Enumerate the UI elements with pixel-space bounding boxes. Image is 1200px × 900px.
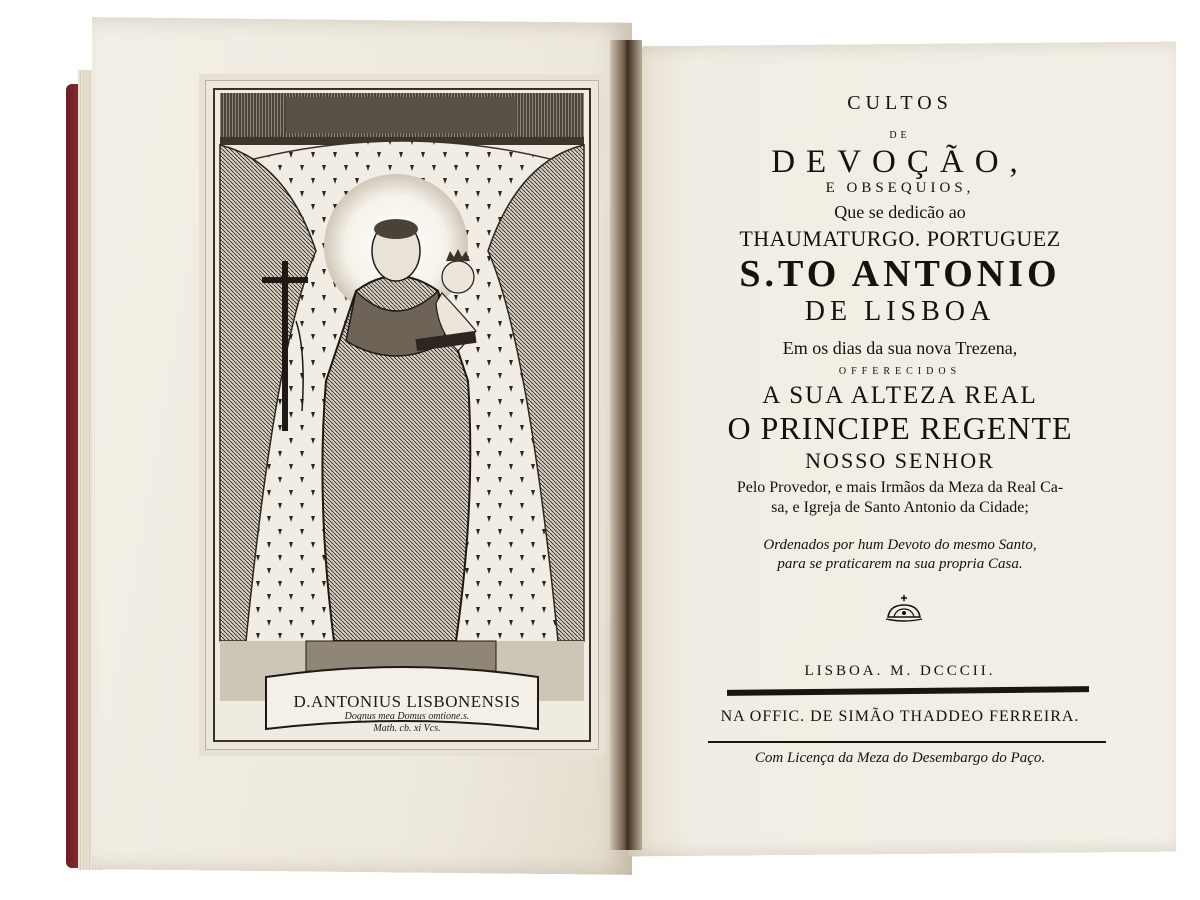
book-gutter	[610, 40, 642, 850]
engraved-frontispiece	[205, 80, 599, 750]
thin-rule	[708, 741, 1106, 743]
title-offerecidos: OFFERECIDOS	[838, 366, 962, 377]
imprint-place-date: LISBOA. M. DCCCII.	[804, 663, 996, 679]
cartouche-title: D.ANTONIUS LISBONENSIS	[293, 692, 521, 711]
crown-ornament-icon	[884, 593, 924, 623]
title-alteza-real: A SUA ALTEZA REAL	[762, 382, 1038, 409]
title-provedor-paragraph	[640, 478, 1160, 518]
cartouche-inscription-2: Math. cb. xi Vcs.	[373, 723, 441, 734]
title-ordenados-paragraph	[640, 536, 1160, 574]
title-ordenados-line-2: para se praticarem na sua propria Casa.	[777, 556, 1023, 572]
title-de: DE	[889, 130, 911, 141]
title-obsequios: E OBSEQUIOS,	[825, 180, 975, 196]
imprint-license: Com Licença da Meza do Desembargo do Paço.	[754, 750, 1046, 766]
plate-cartouche	[272, 692, 542, 735]
title-provedor-line-1: Pelo Provedor, e mais Irmãos da Meza da Real Ca-	[736, 479, 1064, 496]
title-thaumaturgo: THAUMATURGO. PORTUGUEZ	[739, 226, 1061, 251]
imprint-printer: NA OFFIC. DE SIMÃO THADDEO FERREIRA.	[720, 708, 1080, 725]
title-cultos: CULTOS	[847, 92, 953, 114]
title-que-se-dedicao: Que se dedicão ao	[834, 202, 966, 222]
cartouche-inscription-1: Dognus mea Domus omtione.s.	[344, 711, 470, 722]
title-devocao: DEVOÇÃO,	[771, 144, 1029, 180]
title-nosso-senhor: NOSSO SENHOR	[805, 448, 995, 473]
title-provedor-line-2: sa, e Igreja de Santo Antonio da Cidade;	[771, 499, 1029, 516]
title-trezena: Em os dias da sua nova Trezena,	[782, 338, 1018, 358]
engraving-illustration	[206, 81, 598, 749]
title-ordenados-line-1: Ordenados por hum Devoto do mesmo Santo,	[763, 537, 1037, 553]
title-santo-antonio: S.TO ANTONIO	[739, 253, 1061, 295]
title-de-lisboa: DE LISBOA	[804, 296, 996, 327]
title-principe-regente: O PRINCIPE REGENTE	[727, 410, 1073, 446]
